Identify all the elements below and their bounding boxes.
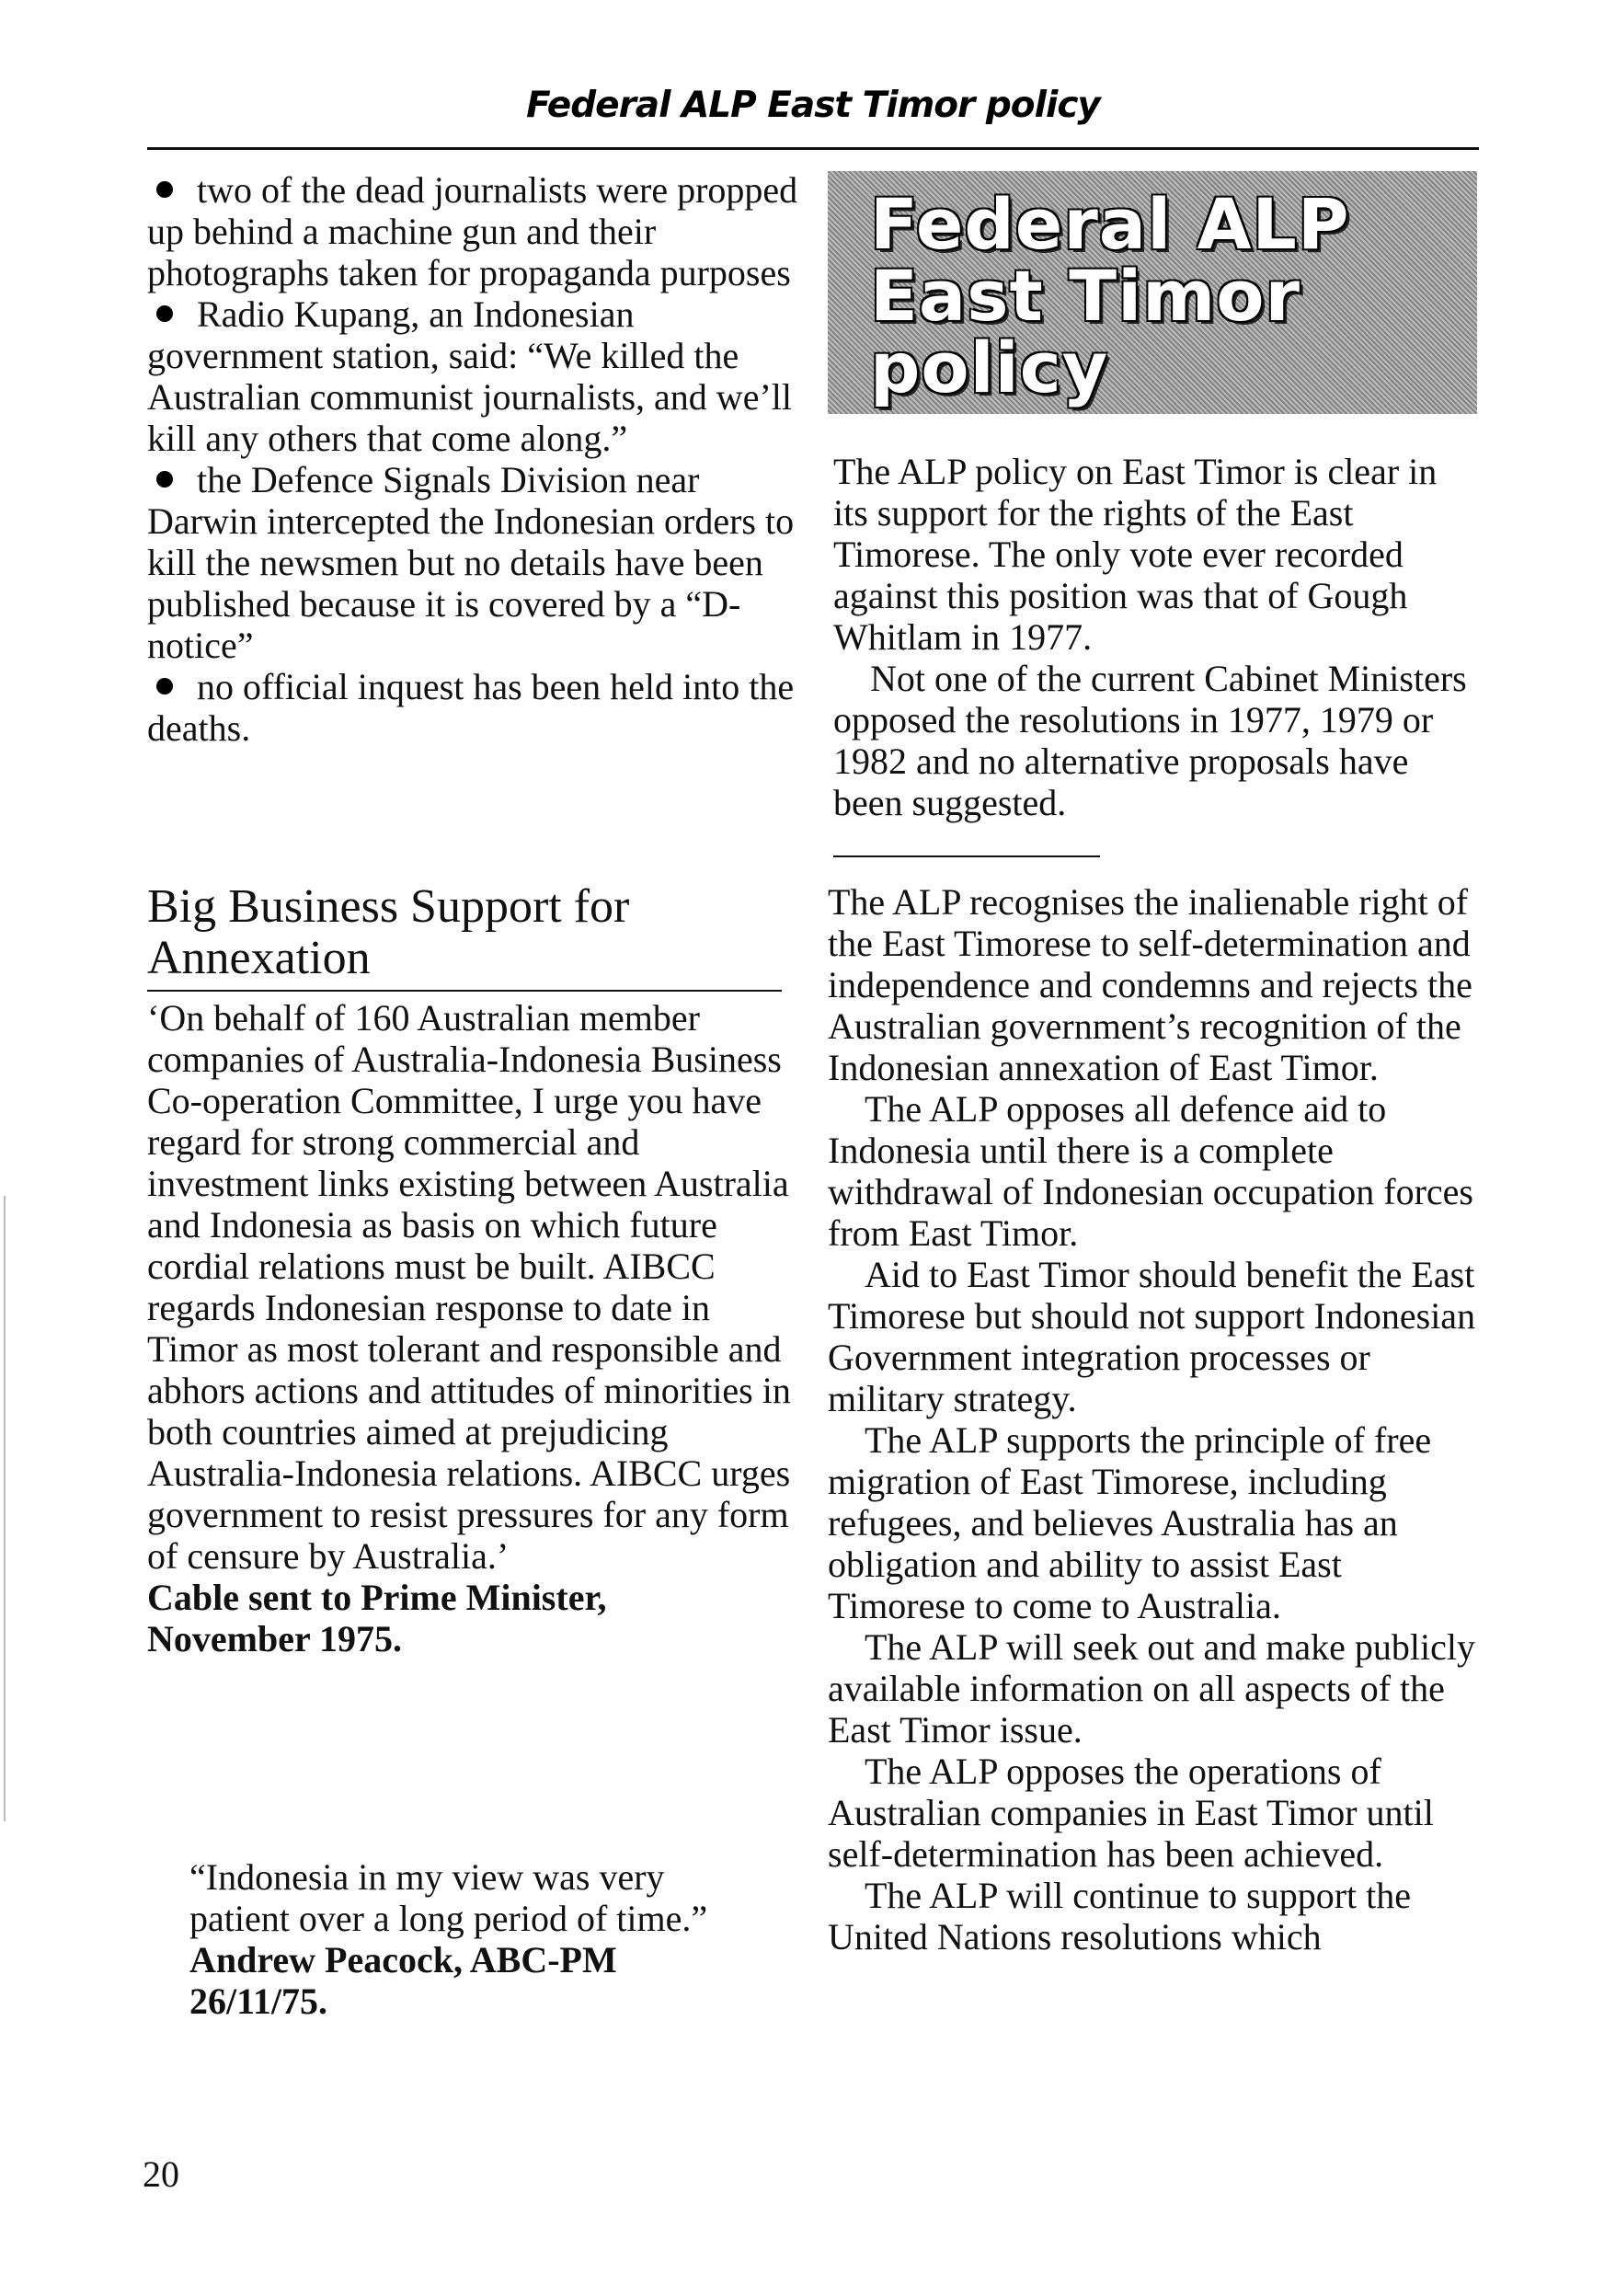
peacock-quote	[189, 1856, 741, 2022]
policy-paragraph: The ALP recognises the inalienable right of the East Timorese to self-determination and independence and condemns and rejects the Australian government’s recognition of the Indonesian annexation of East Timor.	[828, 881, 1472, 1088]
scan-margin-mark	[4, 1196, 6, 1821]
intro-paragraph: The ALP policy on East Timor is clear in its support for the rights of the East Timorese. The only vote ever recorded against this position was that of Gough Whitlam in 1977.	[833, 451, 1438, 658]
quote-source: Andrew Peacock, ABC-PM 26/11/75.	[189, 1939, 617, 2022]
bullet-dot-icon	[156, 471, 173, 488]
banner-line-1: Federal ALP	[870, 183, 1350, 265]
policy-paragraph: The ALP opposes all defence aid to Indonesia until there is a complete withdrawal of Indonesian occupation forces from East Timor.	[828, 1088, 1473, 1254]
page-number: 20	[143, 2153, 179, 2195]
bullet-dot-icon	[156, 181, 173, 198]
section-divider	[833, 855, 1100, 857]
banner-line-2: East Timor	[870, 255, 1301, 337]
section-heading-rule	[147, 990, 782, 992]
section-heading: Big Business Support for Annexation	[147, 880, 630, 984]
policy-paragraph: The ALP supports the principle of free migration of East Timorese, including refugees, and believes Australia has an obligation and ability to assist East Timorese to come to Australia.	[828, 1419, 1432, 1626]
policy-paragraph: The ALP will continue to support the United Nations resolutions which	[828, 1875, 1412, 1957]
quote-text: “Indonesia in my view was very patient over a long period of time.”	[189, 1856, 708, 1939]
bullet-item: the Defence Signals Division near Darwin intercepted the Indonesian orders to kill the newsmen but no details have been published because it is covered by a “D-notice”	[147, 459, 795, 666]
policy-paragraph: The ALP opposes the operations of Australian companies in East Timor until self-determination has been achieved.	[828, 1751, 1434, 1875]
bullet-dot-icon	[156, 678, 173, 695]
bullet-item: no official inquest has been held into the deaths.	[147, 666, 795, 749]
bullet-item: two of the dead journalists were propped up behind a machine gun and their photographs taken for propaganda purposes	[147, 169, 798, 293]
left-column-bullets	[147, 169, 800, 749]
policy-points	[828, 881, 1477, 1957]
bullet-item: Radio Kupang, an Indonesian government station, said: “We killed the Australian communist journalists, and we’ll kill any others that come along.”	[147, 293, 792, 459]
policy-paragraph: Aid to East Timor should benefit the East Timorese but should not support Indonesian Government integration processes or military strategy.	[828, 1254, 1476, 1419]
bullet-dot-icon	[156, 305, 173, 322]
big-business-section	[147, 881, 800, 1659]
policy-paragraph: The ALP will seek out and make publicly available information on all aspects of the East Timor issue.	[828, 1626, 1475, 1751]
title-banner	[828, 171, 1477, 414]
running-head: Federal ALP East Timor policy	[526, 85, 1100, 126]
policy-intro	[833, 451, 1477, 823]
intro-paragraph: Not one of the current Cabinet Ministers opposed the resolutions in 1977, 1979 or 1982 and no alternative proposals have been suggested.	[833, 658, 1467, 823]
cable-text: ‘On behalf of 160 Australian member companies of Australia-Indonesia Business Co-operation Committee, I urge you have regard for strong commercial and investment links existing between Australia and Indonesia as basis on which future cordial relations must be built. AIBCC regards Indonesian response to date in Timor as most tolerant and responsible and abhors actions and attitudes of minorities in both countries aimed at prejudicing Australia-Indonesia relations. AIBCC urges government to resist pressures for any form of censure by Australia.’	[147, 997, 791, 1577]
header-rule	[147, 147, 1479, 150]
banner-line-3: policy	[870, 327, 1109, 408]
cable-source: Cable sent to Prime Minister, November 1975.	[147, 1577, 607, 1659]
